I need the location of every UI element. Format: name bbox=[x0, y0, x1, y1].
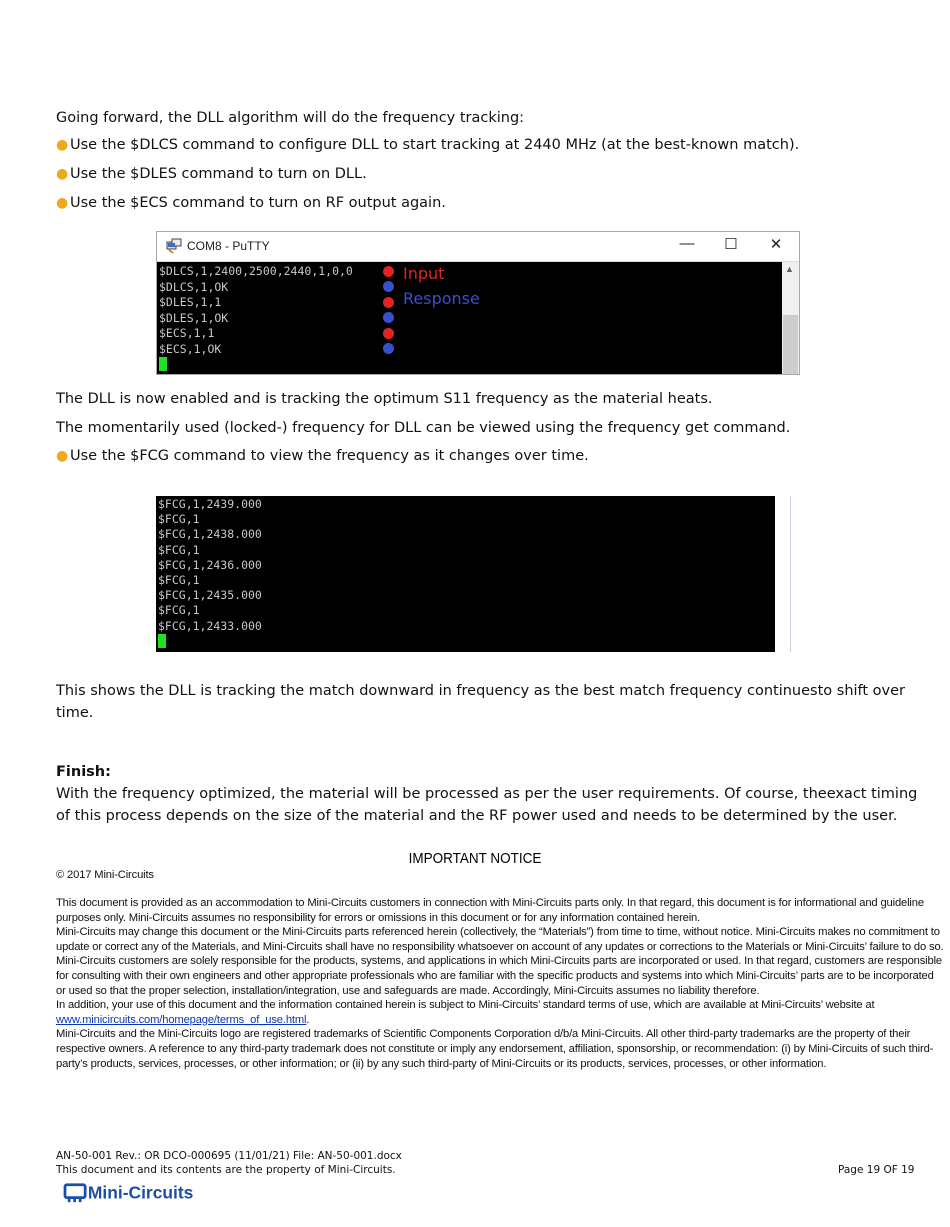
scroll-thumb[interactable] bbox=[783, 315, 798, 374]
response-marker-icon bbox=[383, 281, 394, 292]
para-locked-frequency: The momentarily used (locked-) frequency for DLL can be viewed using the frequency get command. bbox=[56, 420, 791, 436]
terminal-cursor bbox=[158, 634, 166, 648]
fcg-output bbox=[158, 497, 262, 649]
bullet-text: Use the $FCG command to view the frequency as it changes over time. bbox=[70, 448, 589, 464]
terminal-scrollbar-edge bbox=[775, 496, 791, 652]
bullet-icon: ● bbox=[56, 137, 69, 153]
terms-of-use-link[interactable]: www.minicircuits.com/homepage/terms_of_use.html bbox=[56, 1013, 307, 1026]
response-marker-icon bbox=[383, 343, 394, 354]
terminal-line: $FCG,1,2436.000 bbox=[158, 557, 262, 572]
putty-app-icon bbox=[166, 238, 182, 254]
terminal-line: $DLES,1,OK bbox=[159, 310, 229, 325]
putty-output bbox=[159, 264, 353, 372]
shows-text-line2: time. bbox=[56, 705, 94, 721]
bullet-ecs bbox=[56, 195, 446, 211]
bullet-text: Use the $DLES command to turn on DLL. bbox=[70, 166, 367, 182]
intro-text: Going forward, the DLL algorithm will do the frequency tracking: bbox=[56, 110, 525, 126]
footer-property: This document and its contents are the property of Mini-Circuits. bbox=[56, 1164, 396, 1176]
terminal-line: $ECS,1,OK bbox=[159, 341, 222, 356]
para-dll-enabled: The DLL is now enabled and is tracking the optimum S11 frequency as the material heats. bbox=[56, 391, 713, 407]
input-marker-icon bbox=[383, 266, 394, 277]
notice-paragraph: Mini-Circuits customers are solely responsible for the products, systems, and applications in which Mini-Circuits parts are incorporated or used. In that regard, customers are responsible for consulting with their own engineers and other appropriate professionals who are familiar with the specific products and systems into which Mini-Circuits’ parts are to be incorporated or used so that the proper selection, installation/integration, use and safeguards are made. Accordingly, Mini-Circuits assumes no liability therefore. bbox=[56, 955, 942, 997]
bullet-icon: ● bbox=[56, 166, 69, 182]
terminal-line: $FCG,1,2438.000 bbox=[158, 527, 262, 542]
minimize-button[interactable]: — bbox=[679, 235, 695, 252]
close-button[interactable]: ✕ bbox=[769, 236, 783, 253]
response-marker-icon bbox=[383, 312, 394, 323]
footer-doc-info: AN-50-001 Rev.: OR DCO-000695 (11/01/21) File: AN-50-001.docx bbox=[56, 1150, 402, 1162]
finish-text-line2: of this process depends on the size of the material and the RF power used and needs to be determined by the user. bbox=[56, 808, 898, 824]
notice-paragraph: In addition, your use of this document and the information contained herein is subject to Mini-Circuits’ standard terms of use, which are available at Mini-Circuits’ website at bbox=[56, 999, 875, 1012]
bullet-dlcs bbox=[56, 137, 799, 153]
shows-text-line1: This shows the DLL is tracking the match downward in frequency as the best match frequency continuesto shift over bbox=[56, 683, 906, 699]
bullet-icon: ● bbox=[56, 195, 69, 211]
input-marker-icon bbox=[383, 328, 394, 339]
scroll-up-icon[interactable]: ▲ bbox=[785, 264, 794, 274]
terminal-line: $FCG,1,2439.000 bbox=[158, 497, 262, 511]
notice-paragraph: Mini-Circuits and the Mini-Circuits logo are registered trademarks of Scientific Components Corporation d/b/a Mini-Circuits. All other third-party trademarks are the property of their respective owners. A reference to any third-party trademark does not constitute or imply any endorsement, affiliation, sponsorship, or recommendation: (i) by Mini-Circuits of such third-party’s products, services, processes, or other information; or (ii) by any such third-party of Mini-Circuits or its products, services, processes, or other information. bbox=[56, 1028, 934, 1070]
important-notice-body: This document is provided as an accommodation to Mini-Circuits customers in connection with Mini-Circuits parts only. In that regard, this document is for informational and guideline purposes only. Mini-Circuits assumes no responsibility for errors or omissions in this document or for any information contained herein. Mini-Circuits may change this document or the Mini-Circuits parts referenced herein (collectively, the “Materials”) from time to time, without notice. Mini-Circuits makes no commitment to update or correct any of the Materials, and Mini-Circuits shall have no responsibility whatsoever on account of any updates or corrections to the Materials or Mini-Circuits’ failure to do so. Mini-Circuits customers are solely responsible for the products, systems, and applications in which Mini-Circuits parts are incorporated or used. In that regard, customers are responsible for consulting with their own engineers and other appropriate professionals who are familiar with the specific products and systems into which Mini-Circuits’ parts are to be incorporated or used so that the proper selection, installation/integration, use and safeguards are made. Accordingly, Mini-Circuits assumes no liability therefore. In addition, your use of this document and the information contained herein is subject to Mini-Circuits’ standard terms of use, which are available at Mini-Circuits’ website at www.minicircuits.com/homepage/terms_of_use.html. Mini-Circuits and the Mini-Circuits logo are registered trademarks of Scientific Components Corporation d/b/a Mini-Circuits. All other third-party trademarks are the property of their respective owners. A reference to any third-party trademark does not constitute or imply any endorsement, affiliation, sponsorship, or recommendation: (i) by Mini-Circuits of such third-party’s products, services, processes, or other information; or (ii) by any such third-party of Mini-Circuits or its products, services, processes, or other information. bbox=[56, 896, 946, 1071]
terminal-cursor bbox=[159, 357, 167, 371]
terminal-line: $FCG,1 bbox=[158, 573, 200, 588]
legend-input: Input bbox=[403, 264, 445, 283]
terminal-line: $FCG,1 bbox=[158, 512, 200, 527]
bullet-fcg bbox=[56, 448, 589, 464]
terminal-line: $DLCS,1,OK bbox=[159, 279, 229, 294]
notice-paragraph: Mini-Circuits may change this document or the Mini-Circuits parts referenced herein (collectively, the “Materials”) from time to time, without notice. Mini-Circuits makes no commitment to update or correct any of the Materials, and Mini-Circuits shall have no responsibility whatsoever on account of any updates or corrections to the Materials or Mini-Circuits’ failure to do so. bbox=[56, 926, 944, 953]
putty-scrollbar[interactable] bbox=[782, 262, 799, 374]
terminal-line: $FCG,1,2433.000 bbox=[158, 618, 262, 633]
copyright: © 2017 Mini-Circuits bbox=[56, 869, 154, 881]
putty-terminal[interactable] bbox=[157, 262, 782, 374]
putty-window bbox=[156, 231, 800, 375]
input-marker-icon bbox=[383, 297, 394, 308]
legend-response: Response bbox=[403, 289, 480, 308]
putty-title: COM8 - PuTTY bbox=[187, 239, 270, 253]
bullet-text: Use the $DLCS command to configure DLL to start tracking at 2440 MHz (at the best-known match). bbox=[70, 137, 800, 153]
finish-heading: Finish: bbox=[56, 764, 111, 780]
finish-text-line1: With the frequency optimized, the material will be processed as per the user requirements. Of course, theexact timing bbox=[56, 786, 918, 802]
bullet-text: Use the $ECS command to turn on RF output again. bbox=[70, 195, 446, 211]
terminal-line: $FCG,1,2435.000 bbox=[158, 588, 262, 603]
terminal-line: $FCG,1 bbox=[158, 603, 200, 618]
putty-titlebar bbox=[157, 232, 799, 262]
mini-circuits-logo bbox=[57, 1182, 227, 1204]
logo-wordmark: Mini-Circuits bbox=[87, 1182, 194, 1203]
terminal-line: $FCG,1 bbox=[158, 542, 200, 557]
maximize-button[interactable]: ☐ bbox=[724, 236, 738, 253]
bullet-dles bbox=[56, 166, 367, 182]
terminal-line: $DLES,1,1 bbox=[159, 295, 222, 309]
notice-paragraph: This document is provided as an accommodation to Mini-Circuits customers in connection with Mini-Circuits parts only. In that regard, this document is for informational and guideline purposes only. Mini-Circuits assumes no responsibility for errors or omissions in this document or for any information contained herein. bbox=[56, 897, 924, 924]
terminal-line: $DLCS,1,2400,2500,2440,1,0,0 bbox=[159, 264, 353, 278]
terminal-line: $ECS,1,1 bbox=[159, 326, 215, 340]
footer-page-number: Page 19 OF 19 bbox=[838, 1164, 915, 1176]
bullet-icon: ● bbox=[56, 448, 69, 464]
important-notice-title: IMPORTANT NOTICE bbox=[408, 850, 542, 867]
fcg-terminal bbox=[156, 496, 775, 652]
